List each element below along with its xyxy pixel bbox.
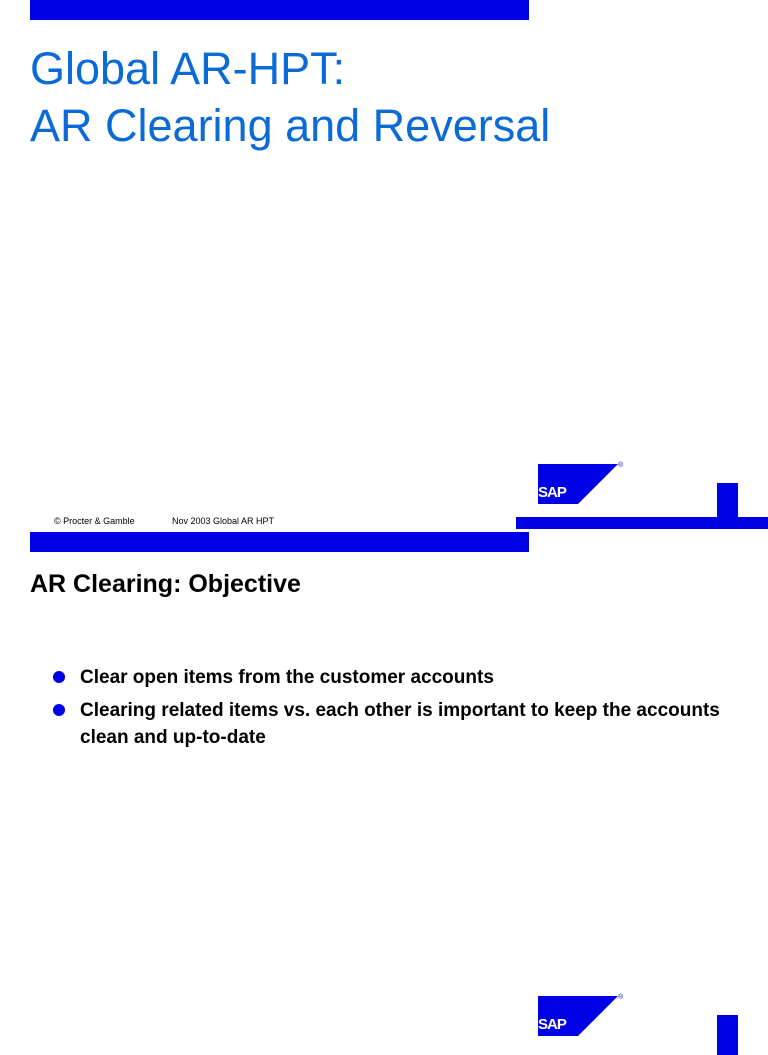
list-item (50, 697, 730, 751)
list-item (50, 664, 730, 691)
sap-logo-text: SAP (538, 484, 566, 501)
bullet-text: Clear open items from the customer accounts (80, 667, 494, 688)
footer-post (717, 1015, 738, 1055)
bullet-dot-icon (53, 704, 65, 716)
footer-copyright: © Procter & Gamble (54, 516, 135, 526)
header-bar (30, 532, 529, 552)
slide-objective (0, 532, 768, 1033)
slide-title-text: AR Clearing: Objective (30, 570, 301, 598)
bullet-dot-icon (53, 671, 65, 683)
title-line-1: Global AR-HPT: (30, 43, 346, 94)
sap-logo-text: SAP (538, 1016, 566, 1033)
footer-date: Nov 2003 Global AR HPT (172, 516, 275, 526)
registered-mark: ® (618, 462, 624, 469)
footer-post (717, 483, 738, 529)
bullet-list (50, 664, 730, 757)
title-line-2: AR Clearing and Reversal (30, 100, 551, 151)
bullet-text: Clearing related items vs. each other is important to keep the accounts clean and up-to-date (80, 700, 720, 748)
registered-mark: ® (618, 994, 624, 1001)
sap-logo-icon (538, 994, 624, 1036)
